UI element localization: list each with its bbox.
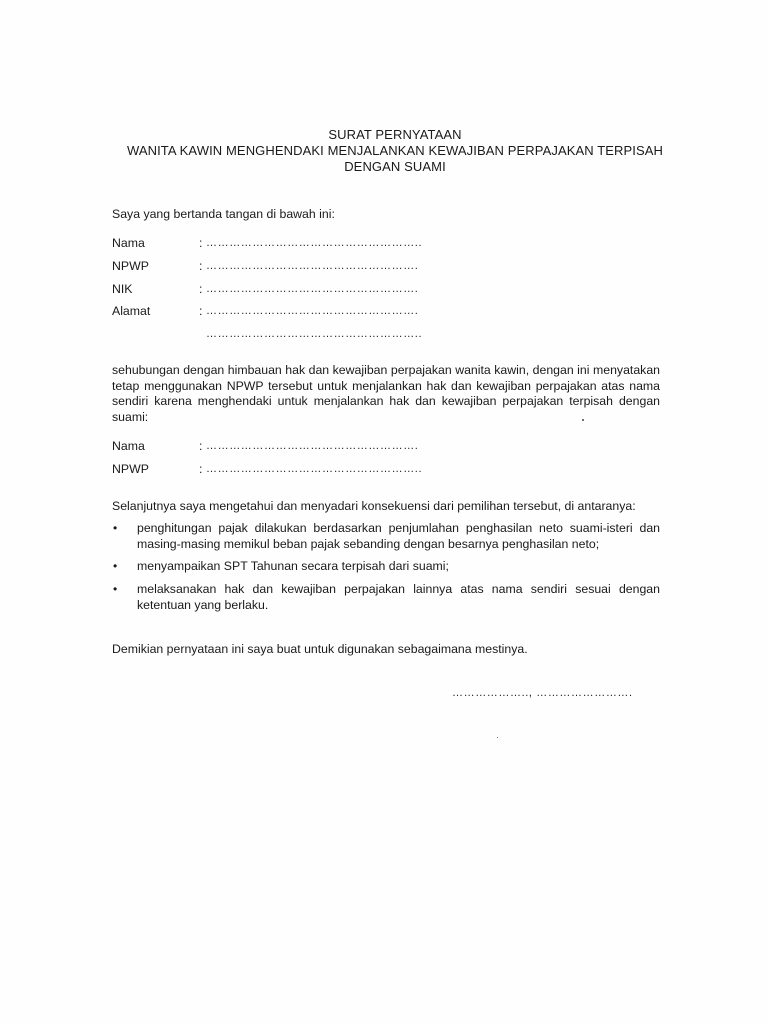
scan-speck xyxy=(497,737,498,738)
place-date-blank: ……………….., ……………………. xyxy=(452,687,633,699)
field-label-nama: Nama xyxy=(112,236,145,250)
list-item: melaksanakan hak dan kewajiban perpajakan lainnya atas nama sendiri sesuai dengan ketentuan yang berlaku. xyxy=(137,582,660,612)
page-title-line-3: DENGAN SUAMI xyxy=(344,159,446,174)
statement-paragraph: sehubungan dengan himbauan hak dan kewajiban perpajakan wanita kawin, dengan ini menyatakan tetap menggunakan NPWP tersebut untuk menjalankan hak dan kewajiban perpajakan atas nama sendiri karena menghendaki untuk menjalankan hak dan kewajiban perpajakan terpisah dengan suami: xyxy=(112,363,660,424)
field-blank-nik: ………………………………………………. xyxy=(206,283,419,295)
consequence-intro: Selanjutnya saya mengetahui dan menyadari konsekuensi dari pemilihan tersebut, di antaranya: xyxy=(112,499,636,513)
bullet-icon: • xyxy=(113,559,118,573)
field-label-nama-2: Nama xyxy=(112,439,145,453)
intro-text: Saya yang bertanda tangan di bawah ini: xyxy=(112,207,335,221)
scan-speck xyxy=(582,419,584,421)
list-item: menyampaikan SPT Tahunan secara terpisah dari suami; xyxy=(137,559,449,573)
field-label-alamat: Alamat xyxy=(112,304,151,318)
field-label-npwp-2: NPWP xyxy=(112,462,149,476)
field-blank-nama-2: ………………………………………………. xyxy=(206,440,419,452)
list-item: penghitungan pajak dilakukan berdasarkan penjumlahan penghasilan neto suami-isteri dan masing-masing memikul beban pajak sebanding dengan besarnya penghasilan neto; xyxy=(137,521,660,551)
field-colon: : xyxy=(199,304,203,318)
document-title xyxy=(100,127,690,175)
closing-statement: Demikian pernyataan ini saya buat untuk digunakan sebagaimana mestinya. xyxy=(112,642,528,656)
page-title-line-1: SURAT PERNYATAAN xyxy=(328,127,462,142)
field-blank-nama: ……………………………………………….. xyxy=(206,237,423,249)
field-colon: : xyxy=(199,282,203,296)
field-colon: : xyxy=(199,259,203,273)
field-label-nik: NIK xyxy=(112,282,133,296)
field-colon: : xyxy=(199,236,203,250)
bullet-icon: • xyxy=(113,582,118,596)
field-blank-npwp: ………………………………………………. xyxy=(206,260,419,272)
bullet-icon: • xyxy=(113,521,118,535)
field-colon: : xyxy=(199,462,203,476)
page-title-line-2: WANITA KAWIN MENGHENDAKI MENJALANKAN KEWAJIBAN PERPAJAKAN TERPISAH xyxy=(126,143,664,158)
field-colon: : xyxy=(199,439,203,453)
field-blank-npwp-2: ……………………………………………….. xyxy=(206,463,423,475)
field-blank-alamat-line-2: ……………………………………………….. xyxy=(206,328,423,340)
field-label-npwp: NPWP xyxy=(112,259,149,273)
field-blank-alamat: ………………………………………………. xyxy=(206,305,419,317)
